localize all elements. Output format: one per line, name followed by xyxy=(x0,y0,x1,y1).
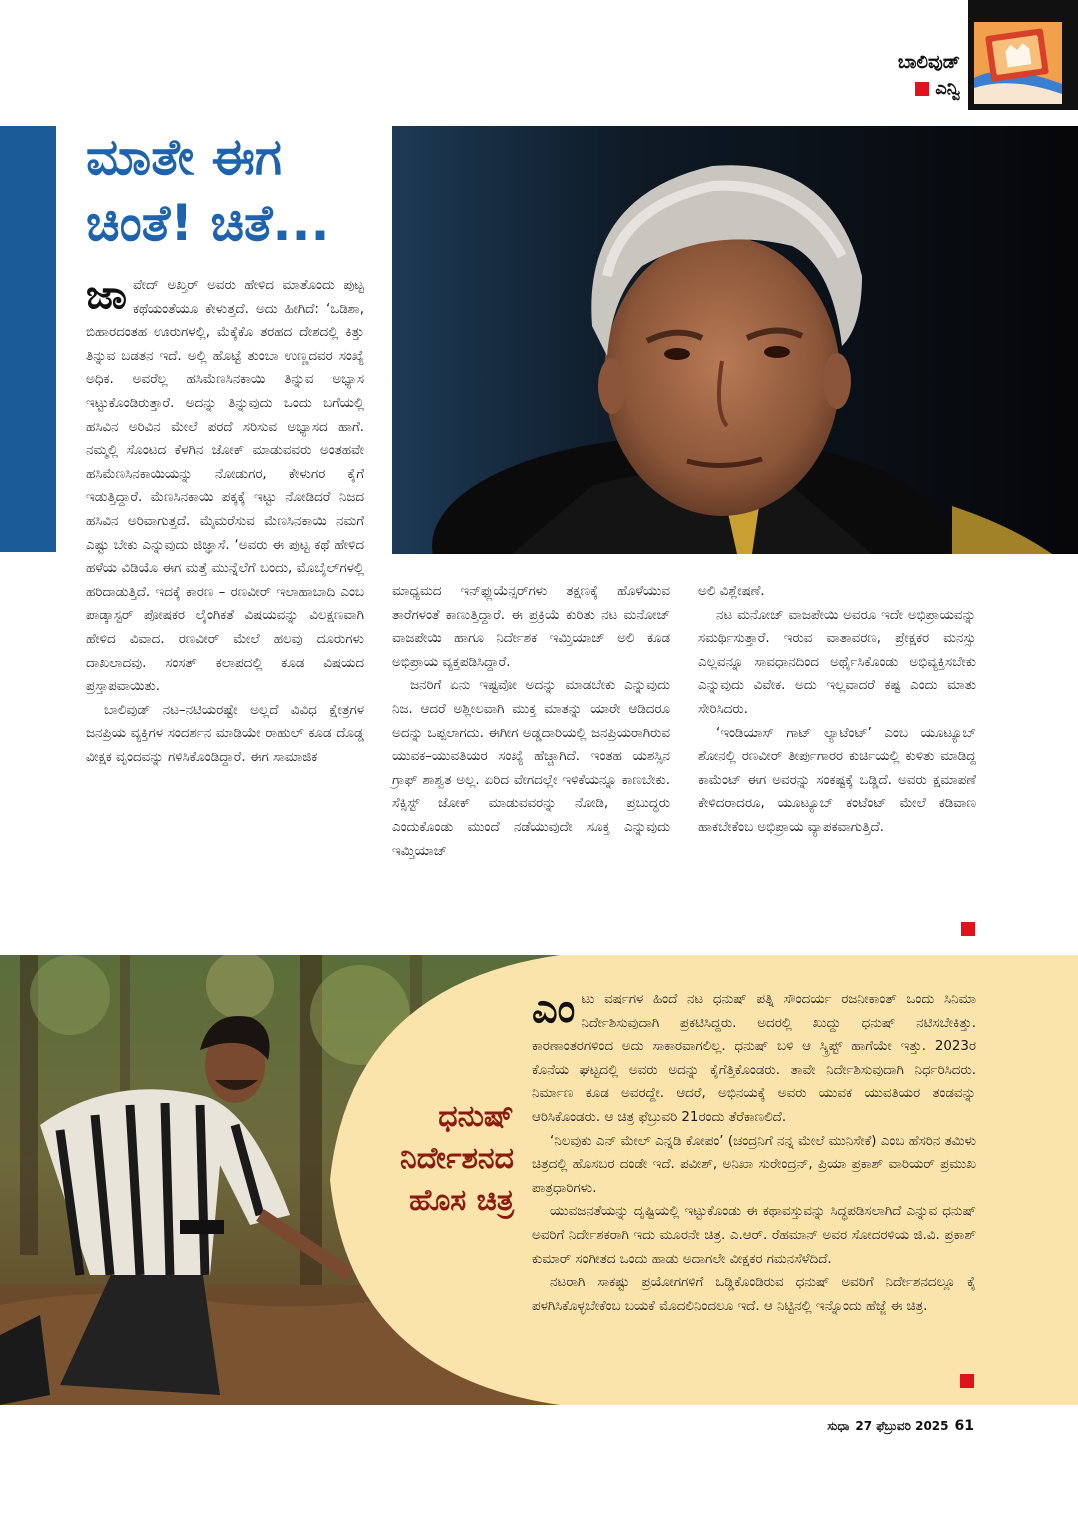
section-label xyxy=(898,50,960,102)
article-column-1 xyxy=(86,274,364,769)
dhanush-paragraph-2: ‘ನಿಲವುಕು ಎನ್ ಮೇಲ್ ಎನ್ನಡಿ ಕೋಪಂ’ (ಚಂದ್ರನಿಗೆ ನನ್ನ ಮೇಲೆ ಮುನಿಸೇಕೆ) ಎಂಬ ಹೆಸರಿನ ತಮಿಳು ಚಿತ್ರದಲ್ಲಿ ಹೊಸಬರ ದಂಡೇ ಇದೆ. ಪವೀಶ್, ಅನಿಖಾ ಸುರೇಂದ್ರನ್, ಪ್ರಿಯಾ ಪ್ರಕಾಶ್ ವಾರಿಯರ್ ಪ್ರಮುಖ ಪಾತ್ರಧಾರಿಗಳು. xyxy=(532,1133,976,1196)
section-title: ಬಾಲಿವುಡ್ xyxy=(897,52,960,73)
article-paragraph-4: ನಟ ಮನೋಜ್ ವಾಜಪೇಯಿ ಅವರೂ ಇದೇ ಅಭಿಪ್ರಾಯವನ್ನು ಸಮರ್ಥಿಸುತ್ತಾರೆ. ಇರುವ ವಾತಾವರಣ, ಪ್ರೇಕ್ಷಕರ ಮನಸ್ಸು ಎಲ್ಲವನ್ನೂ ಸಾವಧಾನದಿಂದ ಅರ್ಥೈಸಿಕೊಂಡು ಅಭಿವ್ಯಕ್ತಿಸಬೇಕು ಎನ್ನುವುದು ವಿವೇಕ. ಅದು ಇಲ್ಲವಾದರೆ ಕಷ್ಟ ಎಂದು ಮಾತು ಸೇರಿಸಿದರು. xyxy=(698,607,976,717)
dhanush-paragraph-1 xyxy=(532,988,976,1130)
dhanush-headline-line-1: ಧನುಷ್ xyxy=(438,1099,514,1134)
magazine-name: ಸುಧಾ xyxy=(827,1419,850,1433)
film-reel-logo-icon xyxy=(974,22,1062,104)
section-logo xyxy=(968,0,1078,110)
drop-cap: ಜಾ xyxy=(86,272,127,318)
article-paragraph-2-continued: ಮಾಧ್ಯಮದ ಇನ್‌ಫ್ಲುಯೆನ್ಸರ್‌ಗಳು ತಕ್ಷಣಕ್ಕೆ ಹೊಳೆಯುವ ತಾರೆಗಳಂತೆ ಕಾಣುತ್ತಿದ್ದಾರೆ. ಈ ಪ್ರಕ್ರಿಯೆ ಕುರಿತು ನಟ ಮನೋಜ್ ವಾಜಪೇಯಿ ಹಾಗೂ ನಿರ್ದೇಶಕ ಇಮ್ತಿಯಾಜ್ ಅಲಿ ಕೂಡ ಅಭಿಪ್ರಾಯ ವ್ಯಕ್ತಪಡಿಸಿದ್ದಾರೆ. xyxy=(392,584,670,670)
article-paragraph-5: ‘ಇಂಡಿಯಾಸ್ ಗಾಟ್ ಲ್ಯಾಟೆಂಟ್’ ಎಂಬ ಯೂಟ್ಯೂಬ್ ಶೋನಲ್ಲಿ ರಣವೀರ್ ತೀರ್ಪುಗಾರರ ಕುರ್ಚಿಯಲ್ಲಿ ಕುಳಿತು ಮಾಡಿದ್ದ ಕಾಮೆಂಟ್ ಈಗ ಅವರನ್ನು ಸಂಕಷ್ಟಕ್ಕೆ ಒಡ್ಡಿದೆ. ಅವರು ಕ್ಷಮಾಪಣೆ ಕೇಳಿದರಾದರೂ, ಯೂಟ್ಯೂಬ್ ಕಂಟೆಂಟ್ ಮೇಲೆ ಕಡಿವಾಣ ಹಾಕಬೇಕೆಂಬ ಅಭಿಪ್ರಾಯ ವ್ಯಾಪಕವಾಗುತ್ತಿದೆ. xyxy=(698,725,976,835)
dhanush-paragraph-4: ನಟರಾಗಿ ಸಾಕಷ್ಟು ಪ್ರಯೋಗಗಳಿಗೆ ಒಡ್ಡಿಕೊಂಡಿರುವ ಧನುಷ್ ಅವರಿಗೆ ನಿರ್ದೇಶನದಲ್ಲೂ ಕೈ ಪಳಗಿಸಿಕೊಳ್ಳಬೇಕೆಂಬ ಬಯಕೆ ಮೊದಲಿನಿಂದಲೂ ಇದೆ. ಆ ನಿಟ್ಟಿನಲ್ಲಿ ಇನ್ನೊಂದು ಹೆಜ್ಜೆ ಈ ಚಿತ್ರ. xyxy=(532,1275,976,1314)
drop-cap: ಎಂ xyxy=(532,986,576,1032)
paragraph-1-text: ವೇದ್ ಅಖ್ತರ್ ಅವರು ಹೇಳಿದ ಮಾತೊಂದು ಪುಟ್ಟ ಕಥೆಯಂತೆಯೂ ಕೇಳುತ್ತದೆ. ಅದು ಹೀಗಿದೆ: ‘ಒಡಿಶಾ, ಬಿಹಾರದಂತಹ ಊರುಗಳಲ್ಲಿ, ಮೆಕ್ಕೆಕೊ ತರಹದ ದೇಶದಲ್ಲಿ ಕಿತ್ತು ತಿನ್ನುವ ಬಡತನ ಇದೆ. ಅಲ್ಲಿ ಹೊಟ್ಟೆ ತುಂಬಾ ಉಣ್ಣದವರ ಸಂಖ್ಯೆ ಅಧಿಕ. ಅವರೆಲ್ಲ ಹಸಿಮೆಣಸಿನಕಾಯಿ ತಿನ್ನುವ ಅಭ್ಯಾಸ ಇಟ್ಟುಕೊಂಡಿರುತ್ತಾರೆ. ಅದನ್ನು ತಿನ್ನುವುದು ಒಂದು ಬಗೆಯಲ್ಲಿ ಹಸಿವಿನ ಅರಿವಿನ ಮೇಲೆ ಪರದೆ ಸರಿಸುವ ಅಭ್ಯಾಸದ ಹಾಗೆ. ನಮ್ಮಲ್ಲಿ ಸೊಂಟದ ಕೆಳಗಿನ ಜೋಕ್ ಮಾಡುವವರು ಅಂತಹವೇ ಹಸಿಮೆಣಸಿನಕಾಯಿಯನ್ನು ನೋಡುಗರ, ಕೇಳುಗರ ಕೈಗೆ ಇಡುತ್ತಿದ್ದಾರೆ. ಮೆಣಸಿನಕಾಯಿ ಪಕ್ಕಕ್ಕೆ ಇಟ್ಟು ನೋಡಿದರೆ ನಿಜದ ಹಸಿವಿನ ಅರಿವಾಗುತ್ತದೆ. ಮೈಮರೆಸುವ ಮೆಣಸಿನಕಾಯಿ ನಮಗೆ ಎಷ್ಟು ಬೇಕು ಎನ್ನುವುದು ಜಿಜ್ಞಾಸೆ. ‘ಅವರು ಈ ಪುಟ್ಟ ಕಥೆ ಹೇಳಿದ ಹಳೆಯ ವಿಡಿಯೊ ಈಗ ಮತ್ತೆ ಮುನ್ನೆಲೆಗೆ ಬಂದು, ಮೊಬೈಲ್‌ಗಳಲ್ಲಿ ಹರಿದಾಡುತ್ತಿದೆ. ಇದಕ್ಕೆ ಕಾರಣ – ರಣವೀರ್ ಇಲಾಹಾಬಾದಿ ಎಂಬ ಪಾಡ್ಕಾಸ್ಟರ್ ಪೋಷಕರ ಲೈಂಗಿಕತೆ ವಿಷಯವನ್ನು ವಿಲಕ್ಷಣವಾಗಿ ಹೇಳಿದ ವಿವಾದ. ರಣವೀರ್ ಮೇಲೆ ಹಲವು ದೂರುಗಳು ದಾಖಲಾದವು. ಸಂಸತ್ ಕಲಾಪದಲ್ಲಿ ಕೂಡ ವಿಷಯದ ಪ್ರಸ್ತಾಪವಾಯಿತು. xyxy=(86,278,364,695)
javed-akhtar-photo xyxy=(392,126,1078,554)
dhanush-article-body xyxy=(532,988,976,1318)
dhanush-headline-line-2: ನಿರ್ದೇಶನದ xyxy=(400,1141,514,1176)
article-column-2 xyxy=(392,580,670,863)
headline-line-1: ಮಾತೇ ಈಗ xyxy=(86,128,282,186)
dhanush-paragraph-1-text: ಟು ವರ್ಷಗಳ ಹಿಂದೆ ನಟ ಧನುಷ್ ಪತ್ನಿ ಸೌಂದರ್ಯ ರಜನೀಕಾಂತ್ ಒಂದು ಸಿನಿಮಾ ನಿರ್ದೇಶಿಸುವುದಾಗಿ ಪ್ರಕಟಿಸಿದ್ದರು. ಅದರಲ್ಲಿ ಖುದ್ದು ಧನುಷ್ ನಟಿಸಬೇಕಿತ್ತು. ಕಾರಣಾಂತರಗಳಿಂದ ಅದು ಸಾಕಾರವಾಗಲಿಲ್ಲ. ಧನುಷ್ ಬಳಿ ಆ ಸ್ಕ್ರಿಪ್ಟ್ ಹಾಗೆಯೇ ಇತ್ತು. 2023ರ ಕೊನೆಯ ಘಟ್ಟದಲ್ಲಿ ಅವರು ಅದನ್ನು ಕೈಗೆತ್ತಿಕೊಂಡರು. ತಾವೇ ನಿರ್ದೇಶಿಸುವುದಾಗಿ ನಿರ್ಧರಿಸಿದರು. ನಿರ್ಮಾಣ ಕೂಡ ಅವರದ್ದೇ. ಆದರೆ, ಅಭಿನಯಕ್ಕೆ ಅವರು ಯುವಕ ಯುವತಿಯರ ತಂಡವನ್ನು ಆರಿಸಿಕೊಂಡರು. ಆ ಚಿತ್ರ ಫೆಬ್ರುವರಿ 21ರಂದು ತೆರೆಕಾಣಲಿದೆ. xyxy=(532,992,976,1125)
dhanush-headline xyxy=(350,1096,514,1222)
article-paragraph-1 xyxy=(86,274,364,699)
section-subtitle: ಎನ್ವಿ xyxy=(935,78,960,99)
article-paragraph-3: ಜನರಿಗೆ ಏನು ಇಷ್ಟವೋ ಅದನ್ನು ಮಾಡಬೇಕು ಎನ್ನುವುದು ನಿಜ. ಆದರೆ ಅಶ್ಲೀಲವಾಗಿ ಮುಕ್ತ ಮಾತನ್ನು ಯಾರೇ ಆಡಿದರೂ ಅದನ್ನು ಒಪ್ಪಲಾಗದು. ಈಗೀಗ ಅಡ್ಡದಾರಿಯಲ್ಲಿ ಜನಪ್ರಿಯರಾಗಿರುವ ಯುವಕ–ಯುವತಿಯರ ಸಂಖ್ಯೆ ಹೆಚ್ಚಾಗಿದೆ. ಇಂತಹ ಯಶಸ್ಸಿನ ಗ್ರಾಫ್ ಶಾಶ್ವತ ಅಲ್ಲ. ಏರಿದ ವೇಗದಲ್ಲೇ ಇಳಿಕೆಯನ್ನೂ ಕಾಣಬೇಕು. ಸೆಕ್ಸಿಸ್ಟ್ ಜೋಕ್ ಮಾಡುವವರನ್ನು ನೋಡಿ, ಪ್ರಬುದ್ಧರು ಎಂದುಕೊಂಡು ಮುಂದೆ ನಡೆಯುವುದೇ ಸೂಕ್ತ ಎನ್ನುವುದು ಇಮ್ತಿಯಾಜ್ xyxy=(392,678,670,859)
square-end-mark-icon xyxy=(961,922,975,936)
issue-date: 27 ಫೆಬ್ರುವರಿ 2025 xyxy=(855,1419,949,1433)
section-subtitle-row xyxy=(898,76,960,102)
page-number: 61 xyxy=(954,1418,974,1434)
page-footer xyxy=(827,1418,974,1434)
article-paragraph-2: ಬಾಲಿವುಡ್ ನಟ–ನಟಿಯರಷ್ಟೇ ಅಲ್ಲದೆ ವಿವಿಧ ಕ್ಷೇತ್ರಗಳ ಜನಪ್ರಿಯ ವ್ಯಕ್ತಿಗಳ ಸಂದರ್ಶನ ಮಾಡಿಯೇ ರಾಹುಲ್ ಕೂಡ ದೊಡ್ಡ ವೀಕ್ಷಕ ವೃಂದವನ್ನು ಗಳಿಸಿಕೊಂಡಿದ್ದಾರೆ. ಈಗ ಸಾಮಾಜಿಕ xyxy=(86,702,364,765)
article-paragraph-3-continued: ಅಲಿ ವಿಶ್ಲೇಷಣೆ. xyxy=(698,584,765,599)
article-column-3 xyxy=(698,580,976,840)
red-square-icon xyxy=(915,82,929,96)
side-accent-bar xyxy=(0,126,56,552)
dhanush-paragraph-3: ಯುವಜನತೆಯನ್ನು ದೃಷ್ಟಿಯಲ್ಲಿ ಇಟ್ಟುಕೊಂಡು ಈ ಕಥಾವಸ್ತುವನ್ನು ಸಿದ್ಧಪಡಿಸಲಾಗಿದೆ ಎನ್ನುವ ಧನುಷ್ ಅವರಿಗೆ ನಿರ್ದೇಶಕರಾಗಿ ಇದು ಮೂರನೇ ಚಿತ್ರ. ಎ.ಆರ್. ರೆಹಮಾನ್ ಅವರ ಸೋದರಳಿಯ ಜಿ.ವಿ. ಪ್ರಕಾಶ್ ಕುಮಾರ್ ಸಂಗೀತದ ಒಂದು ಹಾಡು ಅದಾಗಲೇ ವೀಕ್ಷಕರ ಗಮನಸೆಳೆದಿದೆ. xyxy=(532,1204,976,1267)
article-headline xyxy=(86,124,386,256)
dhanush-headline-line-3: ಹೊಸ ಚಿತ್ರ xyxy=(409,1183,514,1218)
headline-line-2: ಚಿಂತೆ! ಚಿತೆ... xyxy=(86,194,330,252)
square-end-mark-icon xyxy=(960,1374,974,1388)
